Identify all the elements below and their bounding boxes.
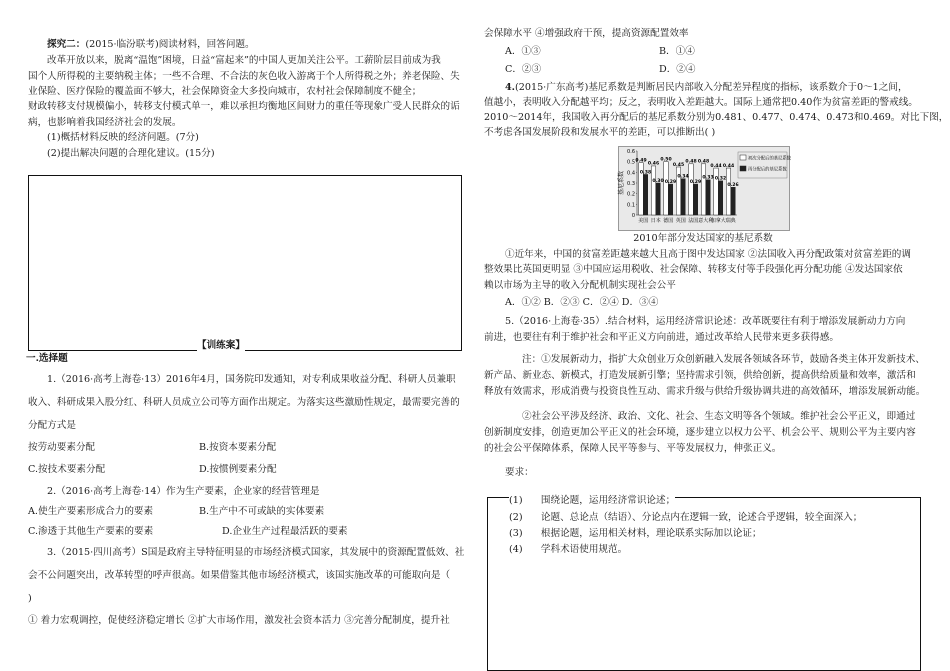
bar-data-label: 0.44 [710,163,722,169]
legend-label: 再分配后的基尼系数 [748,167,787,173]
y-tick-label: 0.3 [627,181,635,187]
q1-option-b[interactable]: B.按资本要素分配 [199,442,277,453]
q3-option-a[interactable]: A．①③ [505,46,541,57]
bar-data-label: 0.30 [652,178,664,184]
material-line-5: 病，也影响着我国经济社会的发展。 [28,117,182,128]
bar-redistributed [731,187,736,215]
q1-stem-c: 分配方式是 [28,420,76,431]
gini-chart [618,146,790,231]
training-title: 【训练案】 [197,340,245,351]
justice-line-3: 的社会公平保障体系，保障人民平等参与、平等发展权力，伸张正义。 [484,443,782,454]
q3-option-b[interactable]: B．①④ [659,46,695,57]
x-tick-label: 德国 [663,218,674,224]
bar-data-label: 0.50 [660,157,672,163]
q1-stem-a: 1.（2016·高考上海卷·13）2016年4月，国务院印发通知，对专利成果收益分配、科研人员兼职 [47,374,456,385]
bar-initial [701,164,706,215]
q3-items: ① 着力宏观调控，促使经济稳定增长 ②扩大市场作用，激发社会资本活力 ③完善分配制度，提升社 [28,615,450,626]
legend-swatch [740,166,746,171]
bar-redistributed [693,184,698,215]
q3-stem-a: 3.（2015·四川高考）S国是政府主导特征明显的市场经济模式国家，其发展中的资源配置低效、社 [47,547,465,558]
q4-analysis-1: ①近年来，中国的贫富差距越来越大且高于图中发达国家 ②法国收入再分配政策对贫富差距的调 [505,249,911,260]
q1-stem-b: 收入、科研成果入股分红、科研人员成立公司等方面作出规定。为落实这些激励性规定，最需要完善的 [28,397,460,408]
y-tick-label: 0.1 [627,202,635,209]
bar-redistributed [643,174,648,215]
chart-caption: 2010年部分发达国家的基尼系数 [633,233,773,244]
bar-data-label: 0.49 [635,158,647,164]
bar-data-label: 0.45 [672,162,685,168]
q2-option-c[interactable]: C.渗透于其他生产要素的要素 [28,526,154,537]
answer-box-left[interactable] [28,175,462,351]
inquiry-heading [47,38,255,52]
q4-number: 4. [505,82,516,93]
requirement-4-num: (4) [509,544,523,555]
x-tick-label: 英国 [675,218,686,224]
gini-chart-svg [619,147,789,230]
requirement-1-num: (1) [509,495,523,506]
requirement-1-text: 围绕论题，运用经济常识论述； [540,495,676,506]
q2-option-b[interactable]: B.生产中不可或缺的实体要素 [199,506,325,517]
note-line-3: 释放有效需求，形成消费与投资良性互动、需求升级与供给升级协调共进的高效循环，增添发展新动能。 [484,386,926,397]
y-tick-label: 0 [631,213,635,219]
bar-redistributed [668,184,673,215]
requirement-4 [509,543,627,557]
bar-initial [651,166,656,215]
q4-line-2: 值越小，表明收入分配越平均；反之，表明收入差距越大。国际上通常把0.40作为贫富差距的警戒线。 [484,97,918,108]
q3-option-c[interactable]: C．②③ [505,64,542,75]
bar-initial [726,168,731,215]
legend-label: 初次分配后的基尼系数 [748,156,791,162]
x-tick-label: 加拿大 [710,218,726,224]
q1-option-a[interactable]: 按劳动要素分配 [28,442,96,453]
q4-line-1 [505,81,908,95]
x-tick-label: 意大利 [698,218,714,224]
bar-initial [714,168,719,215]
bar-data-label: 0.26 [727,183,739,189]
question-1: (1)概括材料反映的经济问题。(7分) [47,132,199,143]
y-tick-label: 0.2 [627,191,635,198]
legend-swatch [740,155,746,160]
q4-options[interactable]: A．①② B．②③ C．②④ D．③④ [505,297,659,308]
q4-line-4: 不考虑各国发展阶段和发展水平的差距，可以推断出( ) [484,127,716,138]
requirement-2-text: 论题、总论点（结语）、分论点内在逻辑一致，论述合乎逻辑，较全面深入； [540,512,863,523]
requirement-2 [509,511,862,525]
q2-option-d[interactable]: D.企业生产过程最活跃的要素 [222,526,348,537]
q1-option-d[interactable]: D.按惯例要素分配 [199,464,277,475]
bar-data-label: 0.34 [677,174,689,180]
requirement-3-num: (3) [509,528,523,539]
bar-data-label: 0.29 [664,179,677,185]
bar-data-label: 0.46 [647,161,660,167]
bar-data-label: 0.32 [714,176,727,182]
y-tick-label: 0.5 [627,159,635,166]
requirement-3 [509,527,762,541]
bar-redistributed [706,180,711,215]
bar-data-label: 0.48 [697,159,710,165]
requirement-1 [509,494,675,508]
x-tick-label: 美国 [638,218,649,224]
q2-option-a[interactable]: A.使生产要素形成合力的要素 [28,506,154,517]
x-tick-label: 法国 [688,218,699,224]
q4-line-1-text: (2015·广东高考)基尼系数是判断居民内部收入分配差异程度的指标，该系数介于0～1之间， [515,82,908,93]
q1-option-c[interactable]: C.按技术要素分配 [28,464,106,475]
inquiry-title: 探究二： [47,39,86,50]
requirement-3-text: 根据论题，运用相关材料，理论联系实际加以论证； [540,528,762,539]
justice-line-1: ②社会公平涉及经济、政治、文化、社会、生态文明等各个领域。维护社会公平正义，即通过 [522,411,916,422]
bar-redistributed [656,183,661,215]
bar-redistributed [681,179,686,215]
q4-analysis-3: 赖以市场为主导的收入分配机制实现社会公平 [484,280,676,291]
q3-option-d[interactable]: D．②④ [659,64,696,75]
bar-initial [664,162,669,215]
y-tick-label: 0.6 [627,149,635,155]
q4-line-3: 2010～2014年，我国收入再分配后的基尼系数分别为0.481、0.477、0.474、0.473和0.469。对比下图， [484,112,949,123]
bar-data-label: 0.29 [689,179,702,185]
requirement-2-num: (2) [509,512,523,523]
requirements-title: 要求： [505,467,534,478]
q2-stem: 2.（2016·高考上海卷·14）作为生产要素，企业家的经营管理是 [47,486,320,497]
bar-initial [689,164,694,215]
justice-line-2: 创新制度安排，创造更加公平正义的社会环境，逐步建立以权力公平、机会公平、规则公平为主要内容 [484,427,916,438]
q5-line-1: 5.（2016·上海卷·35）.结合材料，运用经济常识论述：改革既要往有利于增添发展新动力方向 [505,316,906,327]
note-line-1: 注：①发展新动力，指扩大众创业万众创新融入发展各领域各环节，鼓励各类主体开发新技术、 [522,354,925,365]
bar-data-label: 0.33 [702,175,714,181]
question-2: (2)提出解决问题的合理化建议。(15分) [47,148,215,159]
bar-data-label: 0.38 [639,170,652,176]
material-line-4: 财政转移支付规模偏小，转移支付模式单一，难以承担均衡地区间财力的重任等现象广受人民群众的诟 [28,101,460,112]
y-axis-label: 基尼系数 [618,170,625,196]
bar-data-label: 0.48 [685,159,697,165]
requirement-4-text: 学科术语使用规范。 [540,544,628,555]
inquiry-intro: (2015·临汾联考)阅读材料，回答问题。 [85,39,255,50]
bar-redistributed [718,181,723,215]
material-line-3: 业保险、医疗保险的覆盖面不够大，社会保障资金大多投向城市，农村社会保障制度不健全； [28,86,422,97]
q5-line-2: 前进，也要往有利于维护社会和平正义方向前进，通过改革给人民带来更多获得感。 [484,332,839,343]
q3-stem-b: 会不公问题突出，改革转型的呼声很高。如果借鉴其他市场经济模式，该国实施改革的可能取向是（ [28,570,451,581]
note-line-2: 新产品、新业态、新模式，打造发展新引擎；坚持需求引领，供给创新，提高供给质量和效率，激活和 [484,370,916,381]
x-tick-label: 瑞典 [725,218,736,224]
q3-continued: 会保障水平 ④增强政府干预，提高资源配置效率 [484,28,689,39]
section-title: 一.选择题 [26,353,68,364]
bar-data-label: 0.44 [722,163,735,169]
material-line-1: 改革开放以来，脱离“温饱”困境，日益“富起来”的中国人更加关注公平。工薪阶层目前成为我 [47,55,441,66]
x-tick-label: 日本 [650,218,661,224]
y-tick-label: 0.4 [627,170,635,177]
q3-stem-c: ) [28,593,32,604]
q4-analysis-2: 整效果比英国更明显 ③中国应运用税收、社会保障、转移支付等手段强化再分配功能 ④发达国家依 [484,264,903,275]
material-line-2: 国个人所得税的主要纳税主体；一些不合理、不合法的灰色收入游离于个人所得税之外；养老保险、失 [28,71,460,82]
